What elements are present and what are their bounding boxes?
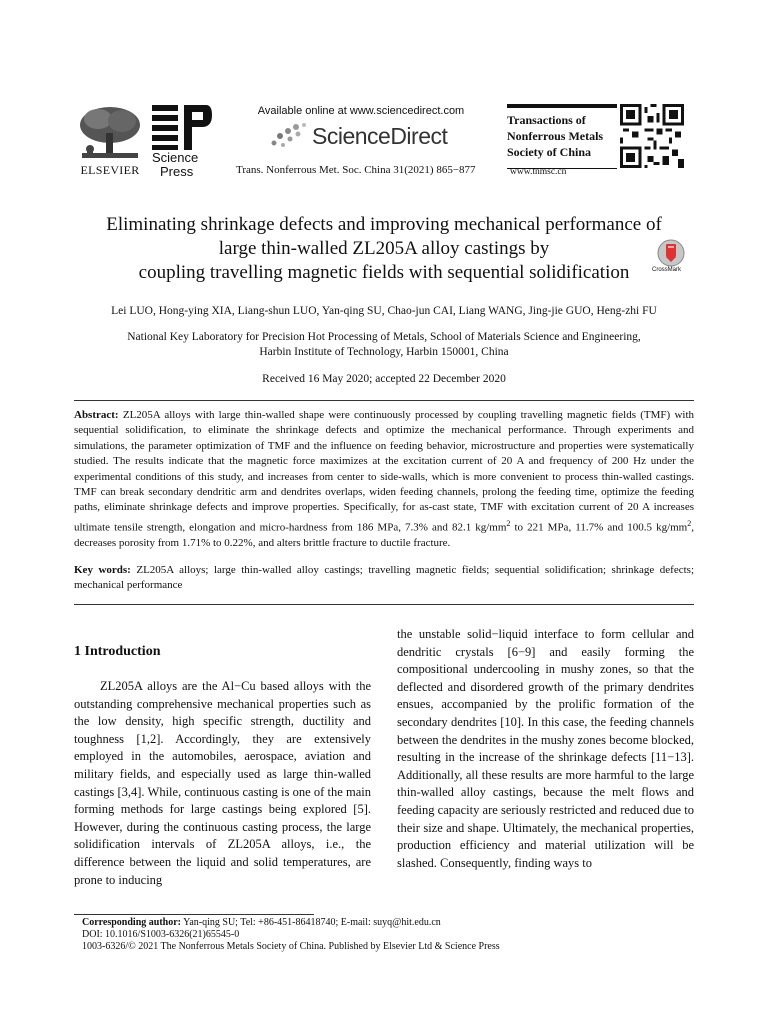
sciencedirect-dots-icon (266, 121, 310, 151)
abstract-text: to 221 MPa, 11.7% and 100.5 kg/mm (510, 521, 688, 534)
abstract-label: Abstract: (74, 409, 119, 421)
affiliation-line1: National Key Laboratory for Precision Hot Processing of Metals, School of Materials Science and Engineering, (127, 331, 641, 343)
corresponding-author-label: Corresponding author: (82, 917, 181, 928)
society-name (507, 112, 603, 160)
article-title-line3: coupling travelling magnetic fields with sequential solidification (138, 262, 630, 283)
keywords-text: ZL205A alloys; large thin-walled alloy castings; travelling magnetic fields; sequential solidification; shrinkage defects; mechanical performance (74, 564, 695, 592)
science-press-line2: Press (160, 164, 194, 179)
abstract (74, 408, 694, 551)
footnote-rule (74, 914, 314, 915)
crossmark-icon[interactable] (657, 239, 685, 269)
elsevier-tree-logo (72, 103, 146, 163)
available-online-text: Available online at www.sciencedirect.com (257, 105, 465, 117)
article-title-line1: Eliminating shrinkage defects and improving mechanical performance of (106, 214, 662, 235)
abstract-top-rule (74, 400, 694, 401)
sciencedirect-wordmark: ScienceDirect (312, 123, 448, 149)
abstract-bottom-rule (74, 604, 694, 605)
section-heading: 1 Introduction (74, 644, 161, 659)
qr-code-icon (620, 104, 684, 168)
affiliation-line2: Harbin Institute of Technology, Harbin 150001, China (259, 346, 509, 358)
journal-citation: Trans. Nonferrous Met. Soc. China 31(2021) 865−877 (236, 164, 476, 176)
society-website: www.tnmsc.cn (510, 167, 567, 177)
doi[interactable]: DOI: 10.1016/S1003-6326(21)65545-0 (82, 929, 240, 940)
society-name-line: Transactions of (507, 113, 586, 127)
abstract-text: ZL205A alloys with large thin-walled shape were continuously processed by coupling travelling magnetic fields (TMF) with sequential solidification, to eliminate the shrinkage defects and optimize the mechanical performance. Through experiments and simulations, the parameter optimization of TMF and the influence on feeding behavior, microstructure and properties were systematically studied. The results indicate that the magnetic force maximizes at the excitation current of 20 A and frequency of 200 Hz under the experimental conditions of this study, and increases from center to side-walls, which is more convenient to process thin-walled castings. TMF can break secondary dendritic arm and dendrites overlaps, widen feeding channels, prolong the feeding time, optimize the feeding paths, eliminate shrinkage defects and improve properties. Specifically, for as-cast state, TMF with excitation current of 20 A increases ultimate tensile strength, elongation and micro-hardness from 186 MPa, 7.3% and 82.1 kg/mm (74, 409, 694, 534)
society-name-line: Nonferrous Metals (507, 129, 604, 143)
corresponding-author (82, 917, 441, 929)
body-left-column: ZL205A alloys are the Al−Cu based alloys with the outstanding comprehensive mechanical properties such as the low density, high specific strength, ductility and toughness [1,2]. Accordingly, they are extensively employed in the automobiles, aerospace, aviation and military fields, and especially used as large thin-walled castings [3,4]. While, continuous casting is one of the main forming methods for large castings being explored [5]. However, during the continuous casting process, the large solidification intervals of ZL205A alloys, i.e., the difference between the liquid and solid temperatures, are prone to inducing (74, 679, 371, 887)
body-right-column: the unstable solid−liquid interface to form cellular and dendritic crystals [6−9] and easily forming the compositional undercooling in mushy zones, so that the deflected and disordered growth of the primary dendrites ensues, accompanied by the prolific formation of the secondary dendrites [10]. In this case, the feeding channels between the dendrites in the mushy zones become blocked, resulting in the increase of the shrinkage defects [11−13]. Additionally, all these results are more harmful to the large thin-walled alloy castings, because the melt flows and feeding capacity are seriously restricted and reduced due to their size and shape. Ultimately, the mechanical properties, production efficiency and material utilization will be slashed. Consequently, finding ways to (397, 627, 694, 870)
abstract-text: , decreases porosity from 1.71% to 0.22%, and alters brittle fracture to ductile fracture. (74, 521, 694, 549)
author-list: Lei LUO, Hong-ying XIA, Liang-shun LUO, Yan-qing SU, Chao-jun CAI, Liang WANG, Jing-jie GUO, Heng-zhi FU (111, 305, 657, 317)
science-press-line1: Science (152, 150, 199, 165)
article-title-line2: large thin-walled ZL205A alloy castings by (218, 238, 550, 259)
crossmark-label: CrossMark (652, 267, 682, 273)
copyright: 1003-6326/© 2021 The Nonferrous Metals Society of China. Published by Elsevier Ltd & Science Press (82, 941, 500, 952)
abstract-superscript: 2 (506, 518, 511, 528)
elsevier-wordmark: ELSEVIER (80, 163, 140, 177)
society-name-line: Society of China (507, 145, 591, 159)
corresponding-author-text: Yan-qing SU; Tel: +86-451-86418740; E-mail: suyq@hit.edu.cn (181, 917, 441, 928)
science-press-logo (150, 103, 214, 151)
received-dates: Received 16 May 2020; accepted 22 December 2020 (262, 373, 506, 385)
keywords (74, 563, 694, 594)
abstract-superscript: 2 (687, 518, 692, 528)
keywords-label: Key words: (74, 564, 131, 576)
